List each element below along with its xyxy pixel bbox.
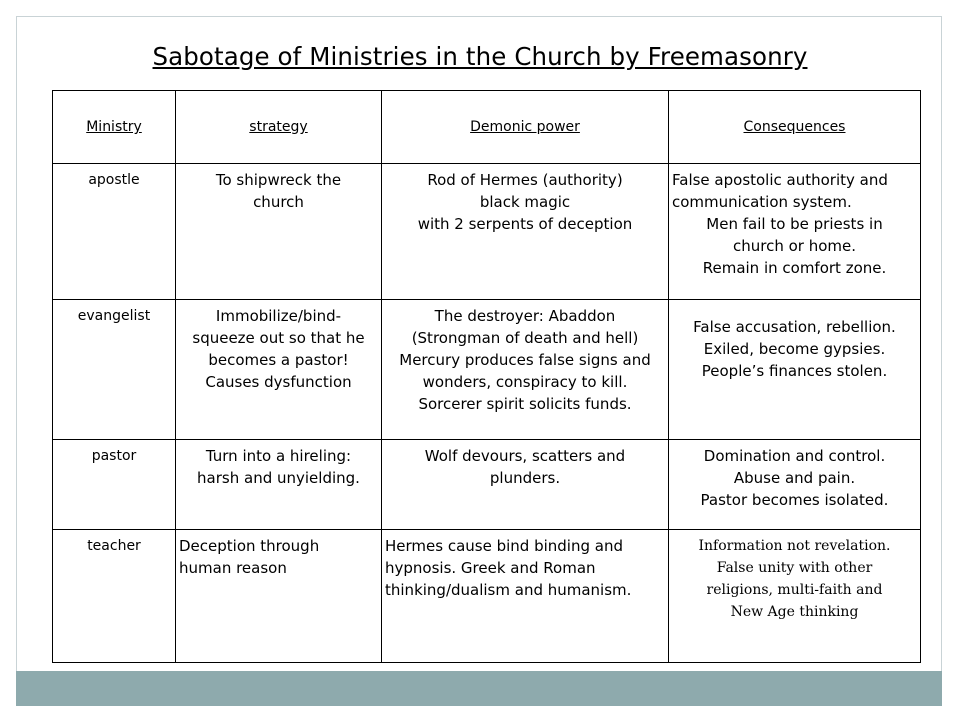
strategy-line: harsh and unyielding.: [197, 469, 360, 487]
strategy-line: becomes a pastor!: [208, 351, 349, 369]
consequences-cell: [669, 164, 921, 300]
consequences-cell: [669, 300, 921, 440]
ministry-cell: apostle: [53, 164, 176, 300]
consequence-line: church or home.: [732, 237, 857, 255]
footer-bar: [16, 671, 942, 706]
power-line: black magic: [479, 193, 571, 211]
consequence-line: False accusation, rebellion.: [693, 318, 896, 336]
table-row: [53, 530, 921, 663]
power-line: The destroyer: Abaddon: [434, 307, 616, 325]
consequence-line: False apostolic authority and: [672, 171, 888, 189]
strategy-line: Causes dysfunction: [205, 373, 352, 391]
consequence-line: False unity with other: [716, 560, 873, 576]
consequence-line: Domination and control.: [703, 447, 886, 465]
slide-title: Sabotage of Ministries in the Church by Freemasonry: [152, 42, 808, 71]
power-line: with 2 serpents of deception: [417, 215, 633, 233]
strategy-cell: [176, 164, 382, 300]
consequence-line: New Age thinking: [730, 604, 859, 620]
demonic-power-cell: [382, 440, 669, 530]
table-row: [53, 440, 921, 530]
header-consequences: Consequences: [669, 91, 921, 164]
table-row: [53, 164, 921, 300]
consequence-line: Abuse and pain.: [733, 469, 856, 487]
consequence-line: Information not revelation.: [698, 538, 891, 554]
demonic-power-cell: [382, 164, 669, 300]
strategy-line: squeeze out so that he: [192, 329, 365, 347]
header-ministry: Ministry: [53, 91, 176, 164]
ministries-table: [52, 90, 921, 663]
consequence-line: Exiled, become gypsies.: [703, 340, 886, 358]
power-line: Mercury produces false signs and: [399, 351, 651, 369]
consequences-cell: [669, 440, 921, 530]
ministry-cell: evangelist: [53, 300, 176, 440]
ministry-cell: teacher: [53, 530, 176, 663]
consequence-line: Remain in comfort zone.: [702, 259, 887, 277]
power-line: Hermes cause bind binding and: [385, 537, 623, 555]
strategy-cell: [176, 440, 382, 530]
strategy-line: Deception through: [179, 537, 320, 555]
header-demonic-power: Demonic power: [382, 91, 669, 164]
power-line: Rod of Hermes (authority): [427, 171, 623, 189]
power-line: thinking/dualism and humanism.: [385, 581, 632, 599]
strategy-line: human reason: [179, 559, 287, 577]
table-row: [53, 300, 921, 440]
consequence-line: Men fail to be priests in: [706, 215, 883, 233]
consequence-line: communication system.: [672, 193, 852, 211]
strategy-line: Turn into a hireling:: [205, 447, 352, 465]
consequence-line: Pastor becomes isolated.: [700, 491, 889, 509]
strategy-cell: [176, 530, 382, 663]
power-line: Sorcerer spirit solicits funds.: [418, 395, 632, 413]
header-row: [53, 91, 921, 164]
strategy-line: Immobilize/bind-: [215, 307, 342, 325]
header-strategy: strategy: [176, 91, 382, 164]
consequence-line: People’s finances stolen.: [701, 362, 888, 380]
power-line: plunders.: [489, 469, 561, 487]
demonic-power-cell: [382, 530, 669, 663]
consequence-line: religions, multi-faith and: [706, 582, 883, 598]
power-line: hypnosis. Greek and Roman: [385, 559, 596, 577]
power-line: wonders, conspiracy to kill.: [422, 373, 628, 391]
power-line: Wolf devours, scatters and: [424, 447, 626, 465]
ministry-cell: pastor: [53, 440, 176, 530]
demonic-power-cell: [382, 300, 669, 440]
strategy-cell: [176, 300, 382, 440]
strategy-line: church: [253, 193, 304, 211]
strategy-line: To shipwreck the: [215, 171, 342, 189]
power-line: (Strongman of death and hell): [411, 329, 639, 347]
consequences-cell: [669, 530, 921, 663]
